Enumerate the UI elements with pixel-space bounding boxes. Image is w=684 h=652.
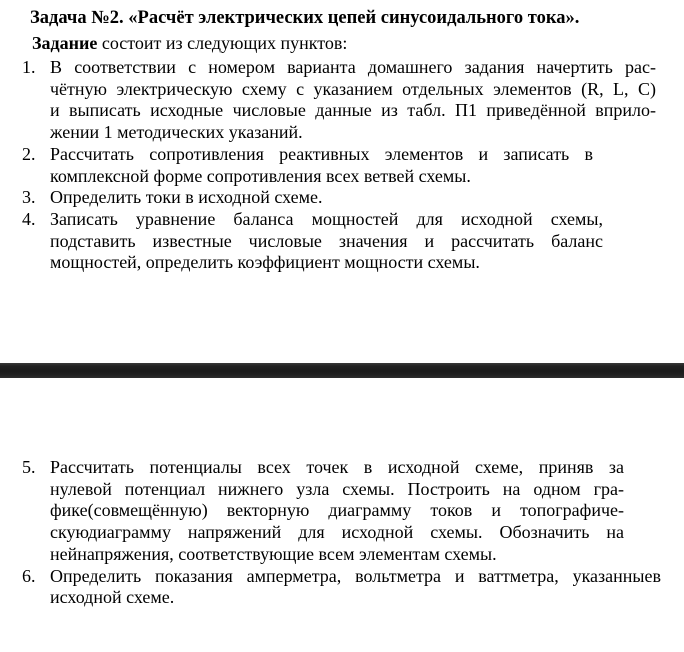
text-line: комплексной форме сопротивления всех ветвей схемы. [50, 165, 471, 186]
item-number: 3. [22, 187, 36, 208]
list-item [22, 457, 661, 566]
item-text-lines [50, 144, 593, 187]
task-list-bottom [22, 457, 661, 609]
text-line: Определить показания амперметра, вольтметра и ваттметра, указанныев [50, 565, 661, 586]
item-number: 6. [22, 565, 36, 586]
text-line: фике(совмещённую) векторную диаграмму токов и топографиче- [50, 500, 624, 521]
task-list-top [22, 57, 656, 274]
text-line: Определить токи в исходной схеме. [50, 187, 323, 208]
item-text-lines [50, 566, 661, 609]
item-number: 1. [22, 57, 36, 77]
text-line: нейнапряжения, соответствующие всем элементам схемы. [50, 543, 497, 564]
text-line: жении 1 методических указаний. [50, 122, 303, 143]
text-line: скуюдиаграмму напряжений для исходной схемы. Обозначить на [50, 522, 624, 543]
list-item [22, 566, 661, 609]
item-text-lines [50, 57, 656, 144]
text-line: мощностей, определить коэффициент мощности схемы. [50, 252, 480, 273]
text-line: Рассчитать потенциалы всех точек в исходной схеме, приняв за [50, 457, 624, 477]
item-text-lines [50, 457, 624, 566]
text-line: нулевой потенциал нижнего узла схемы. Построить на одном гра- [50, 478, 624, 499]
intro-rest: состоит из следующих пунктов: [97, 33, 348, 53]
text-line: Рассчитать сопротивления реактивных элементов и записать в [50, 143, 593, 164]
intro-text [32, 32, 347, 54]
intro-bold-word: Задание [32, 33, 98, 53]
page-title: Задача №2. «Расчёт электрических цепей синусоидального тока». [30, 8, 580, 28]
list-item [22, 187, 656, 209]
item-text-lines [50, 209, 603, 274]
page-separator [0, 363, 684, 378]
list-item [22, 144, 656, 187]
text-line: подставить известные числовые значения и рассчитать баланс [50, 230, 603, 251]
text-line: В соответствии с номером варианта домашнего задания начертить рас- [50, 57, 656, 77]
item-number: 5. [22, 457, 36, 477]
text-line: Записать уравнение баланса мощностей для исходной схемы, [50, 208, 603, 229]
text-line: чётную электрическую схему с указанием отдельных элементов (R, L, C) [50, 78, 656, 99]
text-line: и выписать исходные числовые данные из табл. П1 приведённой вприло- [50, 100, 656, 121]
list-item [22, 57, 656, 144]
item-number: 2. [22, 143, 36, 164]
text-line: исходной схеме. [50, 587, 175, 608]
list-item [22, 209, 656, 274]
item-text-lines [50, 187, 656, 209]
item-number: 4. [22, 208, 36, 229]
